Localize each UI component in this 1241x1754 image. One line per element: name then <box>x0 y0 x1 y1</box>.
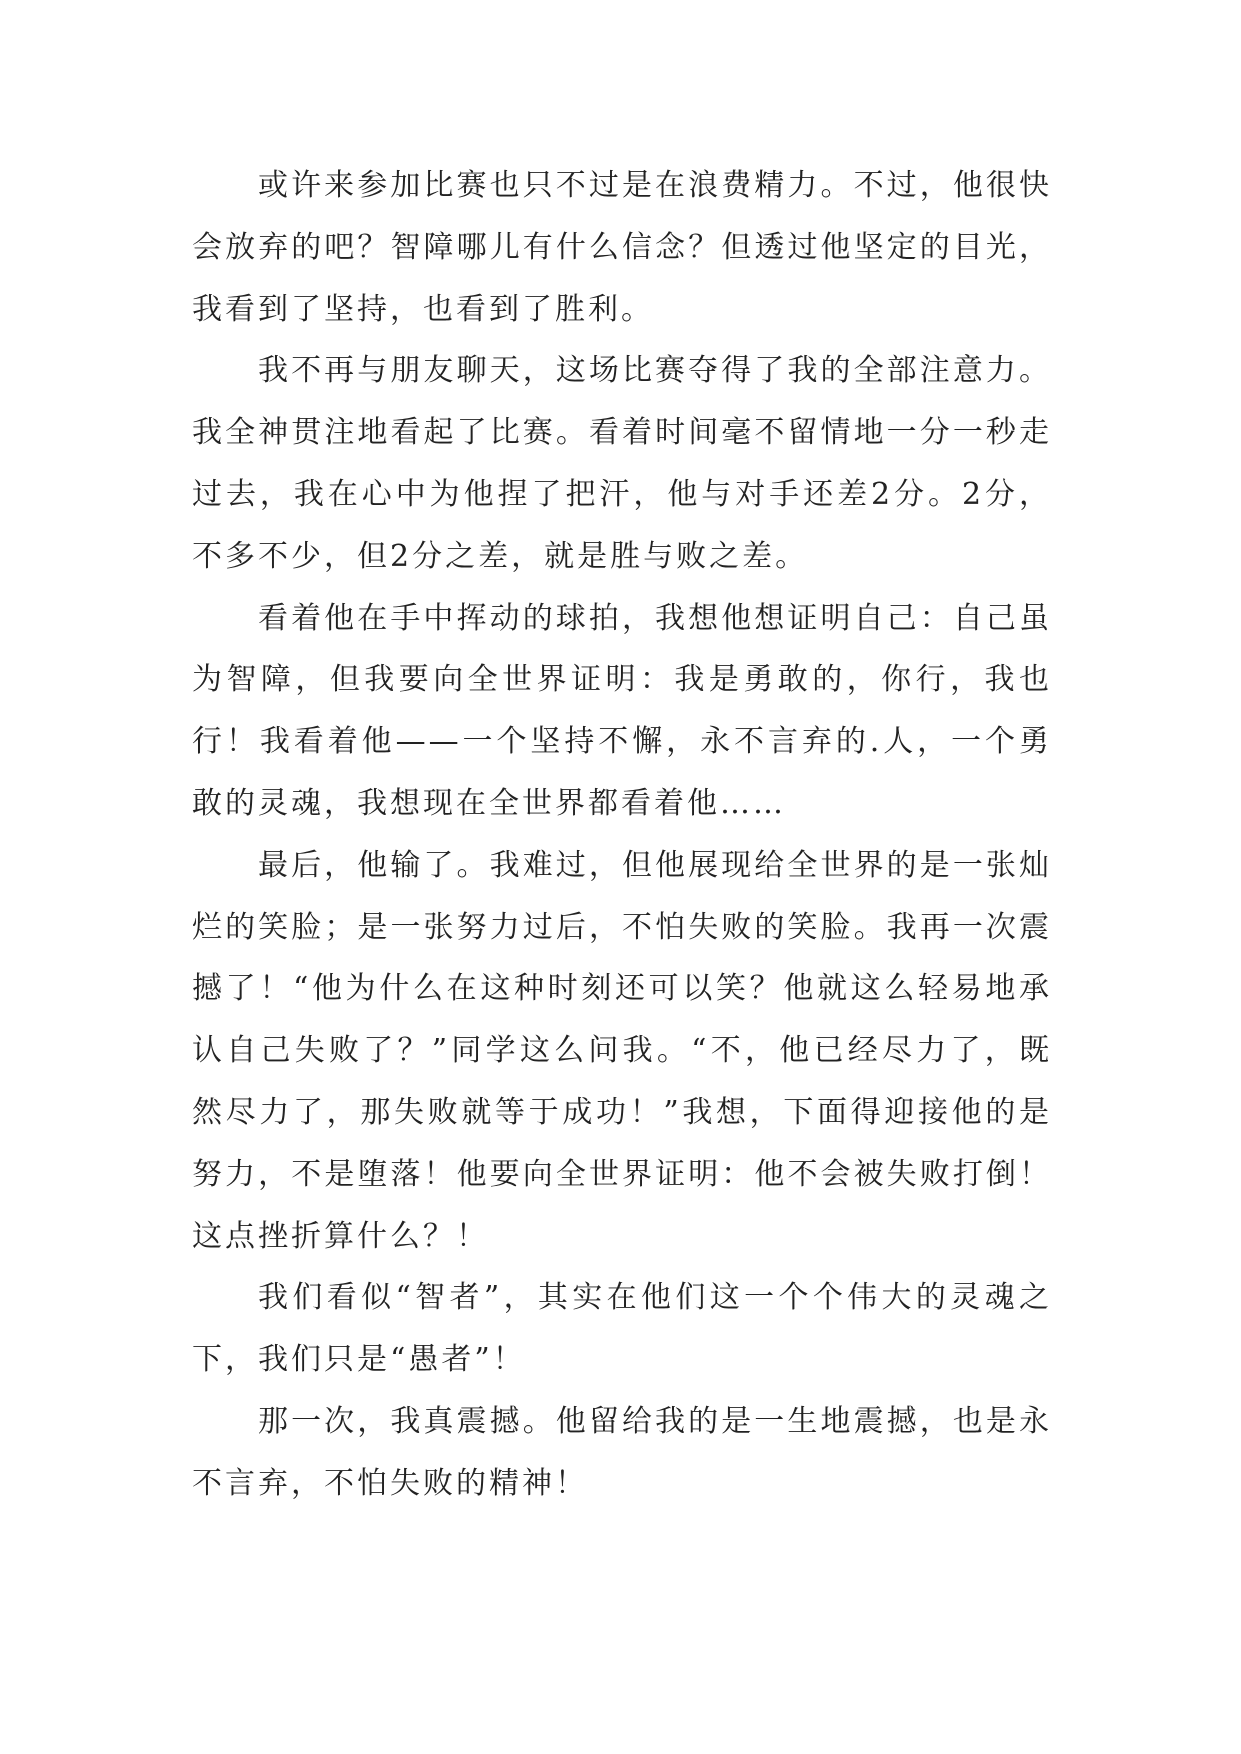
paragraph-4: 最后，他输了。我难过，但他展现给全世界的是一张灿烂的笑脸；是一张努力过后，不怕失败的笑脸。我再一次震撼了！“他为什么在这种时刻还可以笑？他就这么轻易地承认自己失败了？”同学这么问我。“不，他已经尽力了，既然尽力了，那失败就等于成功！”我想，下面得迎接他的是努力，不是堕落！他要向全世界证明：他不会被失败打倒！这点挫折算什么？！ <box>192 847 1052 1254</box>
essay-body <box>192 155 1052 1515</box>
paragraph-5: 我们看似“智者”，其实在他们这一个个伟大的灵魂之下，我们只是“愚者”！ <box>192 1280 1052 1378</box>
paragraph-2: 我不再与朋友聊天，这场比赛夺得了我的全部注意力。我全神贯注地看起了比赛。看着时间毫不留情地一分一秒走过去，我在心中为他捏了把汗，他与对手还差2分。2分，不多不少，但2分之差，就是胜与败之差。 <box>192 353 1052 574</box>
paragraph-3: 看着他在手中挥动的球拍，我想他想证明自己：自己虽为智障，但我要向全世界证明：我是勇敢的，你行，我也行！我看着他——一个坚持不懈，永不言弃的.人，一个勇敢的灵魂，我想现在全世界都看着他…… <box>192 600 1052 821</box>
paragraph-1: 或许来参加比赛也只不过是在浪费精力。不过，他很快会放弃的吧？智障哪儿有什么信念？但透过他坚定的目光，我看到了坚持，也看到了胜利。 <box>192 168 1052 327</box>
paragraph-6: 那一次，我真震撼。他留给我的是一生地震撼，也是永不言弃，不怕失败的精神！ <box>192 1403 1052 1501</box>
